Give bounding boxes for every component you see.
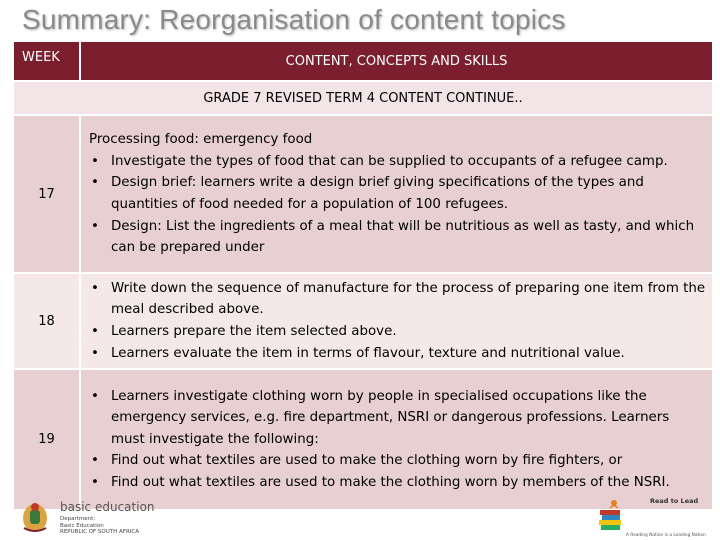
week-number: 17 xyxy=(14,115,80,273)
list-item: • Investigate the types of food that can be supplied to occupants of a refugee camp. xyxy=(89,151,706,173)
header-content: CONTENT, CONCEPTS AND SKILLS xyxy=(80,42,712,81)
table-row xyxy=(14,115,712,273)
list-item: • Find out what textiles are used to make the clothing worn by fire fighters, or xyxy=(89,450,706,472)
list-item: • Learners prepare the item selected above. xyxy=(89,321,706,343)
list-item: • Design brief: learners write a design brief giving specifications of the types and quantities of food needed for a population of 100 refugees. xyxy=(89,172,706,215)
week-number: 18 xyxy=(14,273,80,369)
week-number: 19 xyxy=(14,369,80,510)
list-item: • Write down the sequence of manufacture for the process of preparing one item from the meal described above. xyxy=(89,278,706,321)
coat-of-arms-icon xyxy=(18,500,52,534)
bullet-list xyxy=(89,151,706,259)
brand-basic-education: basic education xyxy=(60,500,155,514)
week-content xyxy=(80,369,712,510)
bullet-list xyxy=(89,278,706,364)
week-content xyxy=(80,115,712,273)
dbe-logo xyxy=(14,496,164,536)
brand-tagline: A Reading Nation is a Leading Nation xyxy=(626,533,706,538)
week-content xyxy=(80,273,712,369)
brand-read-to-lead: Read to Lead xyxy=(650,497,699,505)
list-item: • Learners evaluate the item in terms of flavour, texture and nutritional value. xyxy=(89,343,706,365)
read-to-lead-logo xyxy=(590,494,714,538)
table-row xyxy=(14,273,712,369)
table-row xyxy=(14,369,712,510)
table-subheader-row xyxy=(14,81,712,115)
slide-title: Summary: Reorganisation of content topics xyxy=(22,4,566,35)
bullet-list xyxy=(89,386,706,494)
read-to-lead-icon xyxy=(590,494,714,538)
list-item: • Learners investigate clothing worn by people in specialised occupations like the emergency services, e.g. fire department, NSRI or dangerous professions. Learners must investigate the following: xyxy=(89,386,706,451)
subheader-grade: GRADE 7 REVISED TERM 4 CONTENT CONTINUE.. xyxy=(14,81,712,115)
list-item: • Find out what textiles are used to make the clothing worn by members of the NSRI. xyxy=(89,472,706,494)
table-header-row xyxy=(14,42,712,81)
content-heading: Processing food: emergency food xyxy=(89,132,313,148)
content-table xyxy=(14,42,712,511)
brand-department-text: Department: Basic Education REPUBLIC OF SOUTH AFRICA xyxy=(60,516,139,536)
header-week: WEEK xyxy=(14,42,80,81)
list-item: • Design: List the ingredients of a meal that will be nutritious as well as tasty, and which can be prepared under xyxy=(89,216,706,259)
